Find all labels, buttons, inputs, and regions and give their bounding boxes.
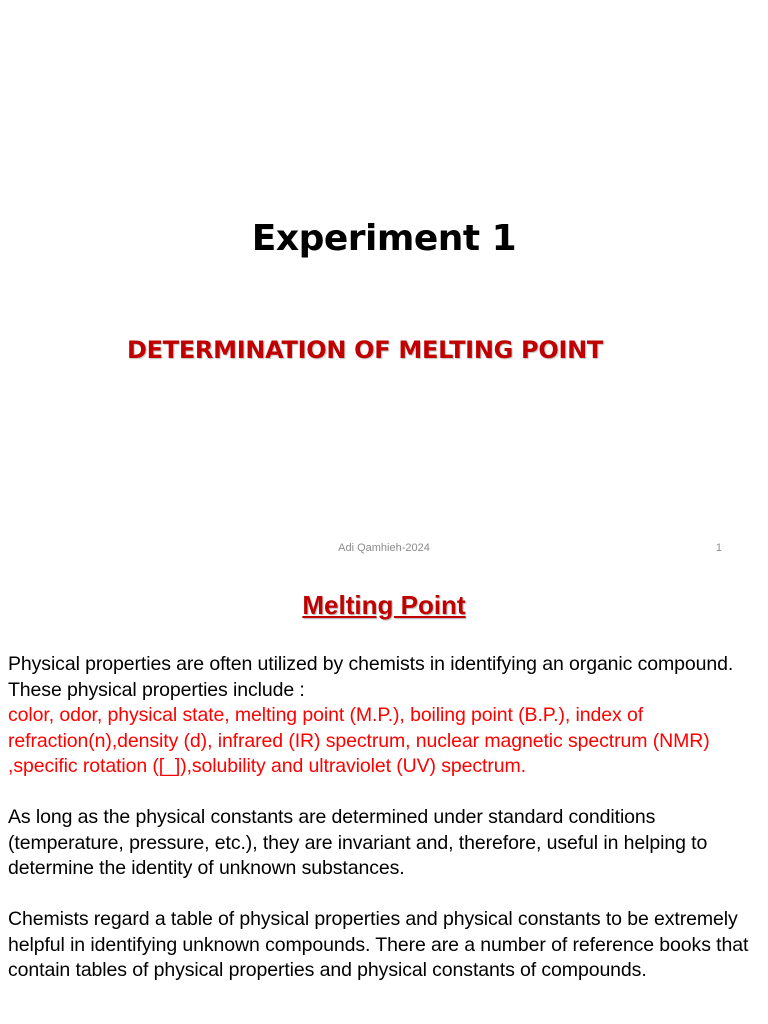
paragraph-constants: As long as the physical constants are determined under standard conditions (temperature, pressure, etc.), they are invariant and, therefore, useful in helping to determine the identity of unknown substances. <box>8 806 708 879</box>
slide-subtitle: DETERMINATION OF MELTING POINT <box>127 336 603 364</box>
paragraph-intro: Physical properties are often utilized by chemists in identifying an organic compound. These physical properties include : <box>8 653 734 701</box>
body-text <box>8 652 763 984</box>
property-list: color, odor, physical state, melting point (M.P.), boiling point (B.P.), index of refraction(n),density (d), infrared (IR) spectrum, nuclear magnetic spectrum (NMR) ,specific rotation ([_]),solubility and ultraviolet (UV) spectrum. <box>8 704 710 777</box>
slide-title: Experiment 1 <box>251 218 517 259</box>
page-number: 1 <box>715 542 722 554</box>
section-heading: Melting Point <box>302 590 466 620</box>
slide-2 <box>0 576 768 1024</box>
paragraph-reference: Chemists regard a table of physical properties and physical constants to be extremely helpful in identifying unknown compounds. There are a number of reference books that contain tables of physical properties and physical constants of compounds. <box>8 908 749 981</box>
footer-author: Adi Qamhieh-2024 <box>338 542 430 554</box>
